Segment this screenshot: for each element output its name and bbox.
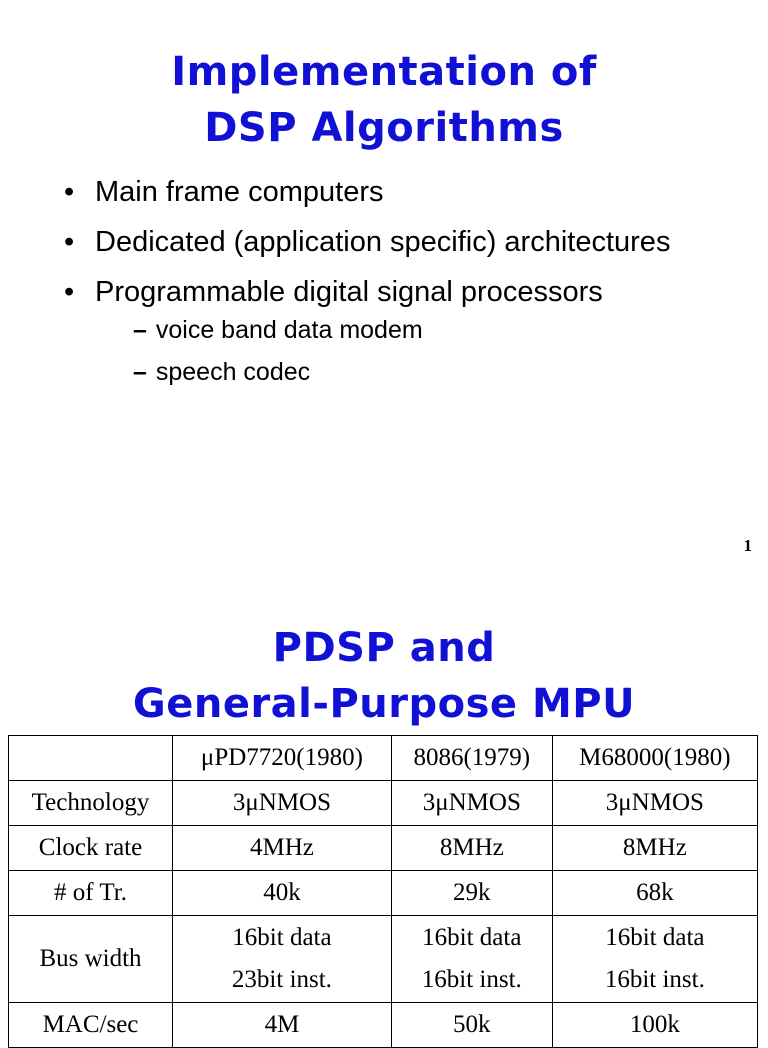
cell-line: 16bit inst.	[604, 966, 705, 993]
sub-bullet-list	[95, 314, 744, 388]
table-row	[9, 916, 758, 1003]
table-row	[9, 826, 758, 871]
table-cell: 3μNMOS	[173, 781, 392, 826]
cell-line: 16bit data	[232, 924, 332, 951]
dash-icon: –	[133, 358, 147, 386]
table-cell: 29k	[391, 871, 552, 916]
table-cell	[391, 916, 552, 1003]
sub-bullet-item	[133, 356, 744, 388]
table-header-row	[9, 736, 758, 781]
slide-1-title-line-2: DSP Algorithms	[204, 105, 564, 151]
table-cell: 3μNMOS	[391, 781, 552, 826]
bullet-list	[64, 172, 744, 398]
table-cell: 4MHz	[173, 826, 392, 871]
slide-1-title	[0, 44, 768, 156]
table-cell: 68k	[552, 871, 757, 916]
bullet-dot-icon: •	[64, 226, 75, 258]
cell-line: 16bit data	[605, 924, 705, 951]
page-number: 1	[743, 536, 752, 555]
table-cell: 100k	[552, 1003, 757, 1048]
row-label: Clock rate	[9, 826, 173, 871]
row-label: Technology	[9, 781, 173, 826]
table-cell: 4M	[173, 1003, 392, 1048]
cell-line: 16bit data	[422, 924, 522, 951]
dash-icon: –	[133, 316, 147, 344]
slide-1-title-line-1: Implementation of	[171, 49, 597, 95]
bullet-text: Main frame computers	[95, 176, 384, 208]
header-cell-empty	[9, 736, 173, 781]
slide-2-title-line-2: General-Purpose MPU	[132, 681, 636, 727]
sub-bullet-text: voice band data modem	[155, 316, 423, 344]
row-label: Bus width	[9, 916, 173, 1003]
slide-2-title-line-1: PDSP and	[272, 625, 496, 671]
bullet-item	[64, 172, 744, 212]
sub-bullet-text: speech codec	[155, 358, 311, 386]
bullet-dot-icon: •	[64, 176, 75, 208]
header-cell: M68000(1980)	[552, 736, 757, 781]
bullet-item	[64, 222, 744, 262]
table-cell: 3μNMOS	[552, 781, 757, 826]
bullet-item	[64, 272, 744, 388]
row-label: MAC/sec	[9, 1003, 173, 1048]
table-cell: 8MHz	[391, 826, 552, 871]
table-row	[9, 871, 758, 916]
bullet-text: Dedicated (application specific) architectures	[95, 226, 671, 258]
header-cell: μPD7720(1980)	[173, 736, 392, 781]
table-cell	[173, 916, 392, 1003]
cell-line: 16bit inst.	[421, 966, 522, 993]
table-cell: 50k	[391, 1003, 552, 1048]
cell-line: 23bit inst.	[231, 966, 332, 993]
table-row	[9, 781, 758, 826]
comparison-table	[8, 735, 758, 1048]
row-label: # of Tr.	[9, 871, 173, 916]
table-cell	[552, 916, 757, 1003]
header-cell: 8086(1979)	[391, 736, 552, 781]
sub-bullet-item	[133, 314, 744, 346]
table-cell: 40k	[173, 871, 392, 916]
bullet-text: Programmable digital signal processors	[95, 276, 603, 308]
table-cell: 8MHz	[552, 826, 757, 871]
bullet-dot-icon: •	[64, 276, 75, 308]
table-row	[9, 1003, 758, 1048]
slide-2-title	[0, 620, 768, 732]
